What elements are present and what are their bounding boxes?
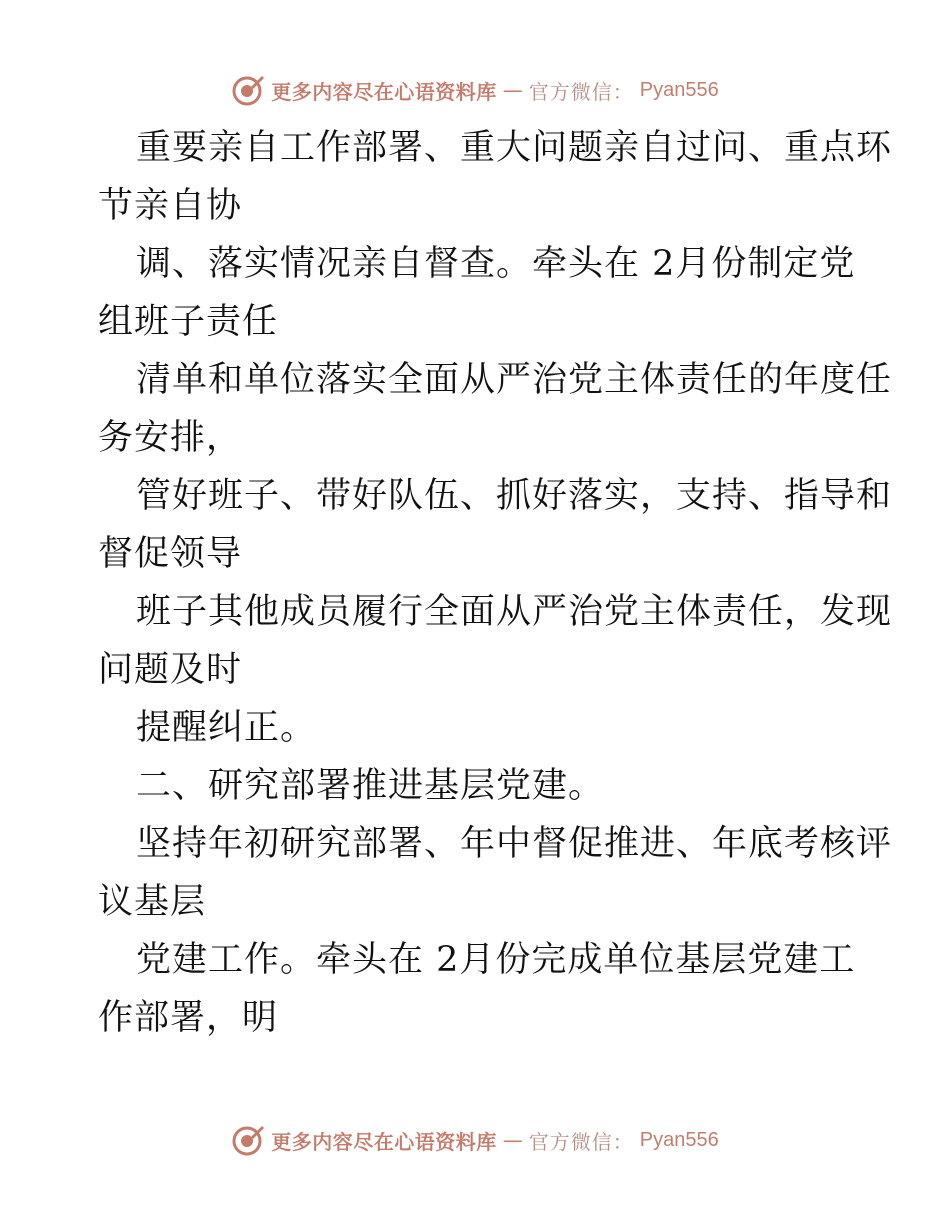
watermark-dash: — <box>502 1128 523 1152</box>
paragraph-line: 坚持年初研究部署、年中督促推进、年底考核评 <box>136 824 893 864</box>
paragraph-line: 节亲自协 <box>98 186 243 226</box>
section-heading: 二、研究部署推进基层党建。 <box>136 766 605 806</box>
watermark-dash: — <box>502 78 523 102</box>
paragraph-line: 清单和单位落实全面从严治党主体责任的年度任 <box>136 360 893 400</box>
watermark-footer <box>0 1120 950 1160</box>
paragraph-line: 提醒纠正。 <box>136 708 317 748</box>
paragraph-line: 问题及时 <box>98 650 243 690</box>
watermark-wechat-label: 官方微信： <box>528 79 634 104</box>
watermark-header <box>0 70 950 110</box>
watermark-title: 更多内容尽在心语资料库 <box>271 1129 497 1154</box>
pen-logo-icon <box>231 73 265 107</box>
paragraph-line: 组班子责任 <box>98 302 279 342</box>
paragraph-line: 议基层 <box>98 882 207 922</box>
pen-logo-icon <box>231 1123 265 1157</box>
paragraph-line: 重要亲自工作部署、重大问题亲自过问、重点环 <box>136 128 893 168</box>
watermark-wechat-label: 官方微信： <box>528 1129 634 1154</box>
paragraph-line: 作部署，明 <box>98 998 279 1038</box>
paragraph-line: 管好班子、带好队伍、抓好落实，支持、指导和 <box>136 476 893 516</box>
paragraph-line: 务安排， <box>98 418 243 458</box>
paragraph-line: 党建工作。牵头在 2月份完成单位基层党建工 <box>136 940 856 980</box>
watermark-title: 更多内容尽在心语资料库 <box>271 79 497 104</box>
paragraph-line: 督促领导 <box>98 534 243 574</box>
watermark-wechat-id: Pyan556 <box>639 78 719 101</box>
paragraph-line: 班子其他成员履行全面从严治党主体责任，发现 <box>136 592 893 632</box>
watermark-wechat-id: Pyan556 <box>639 1128 719 1151</box>
paragraph-line: 调、落实情况亲自督查。牵头在 2月份制定党 <box>136 244 856 284</box>
